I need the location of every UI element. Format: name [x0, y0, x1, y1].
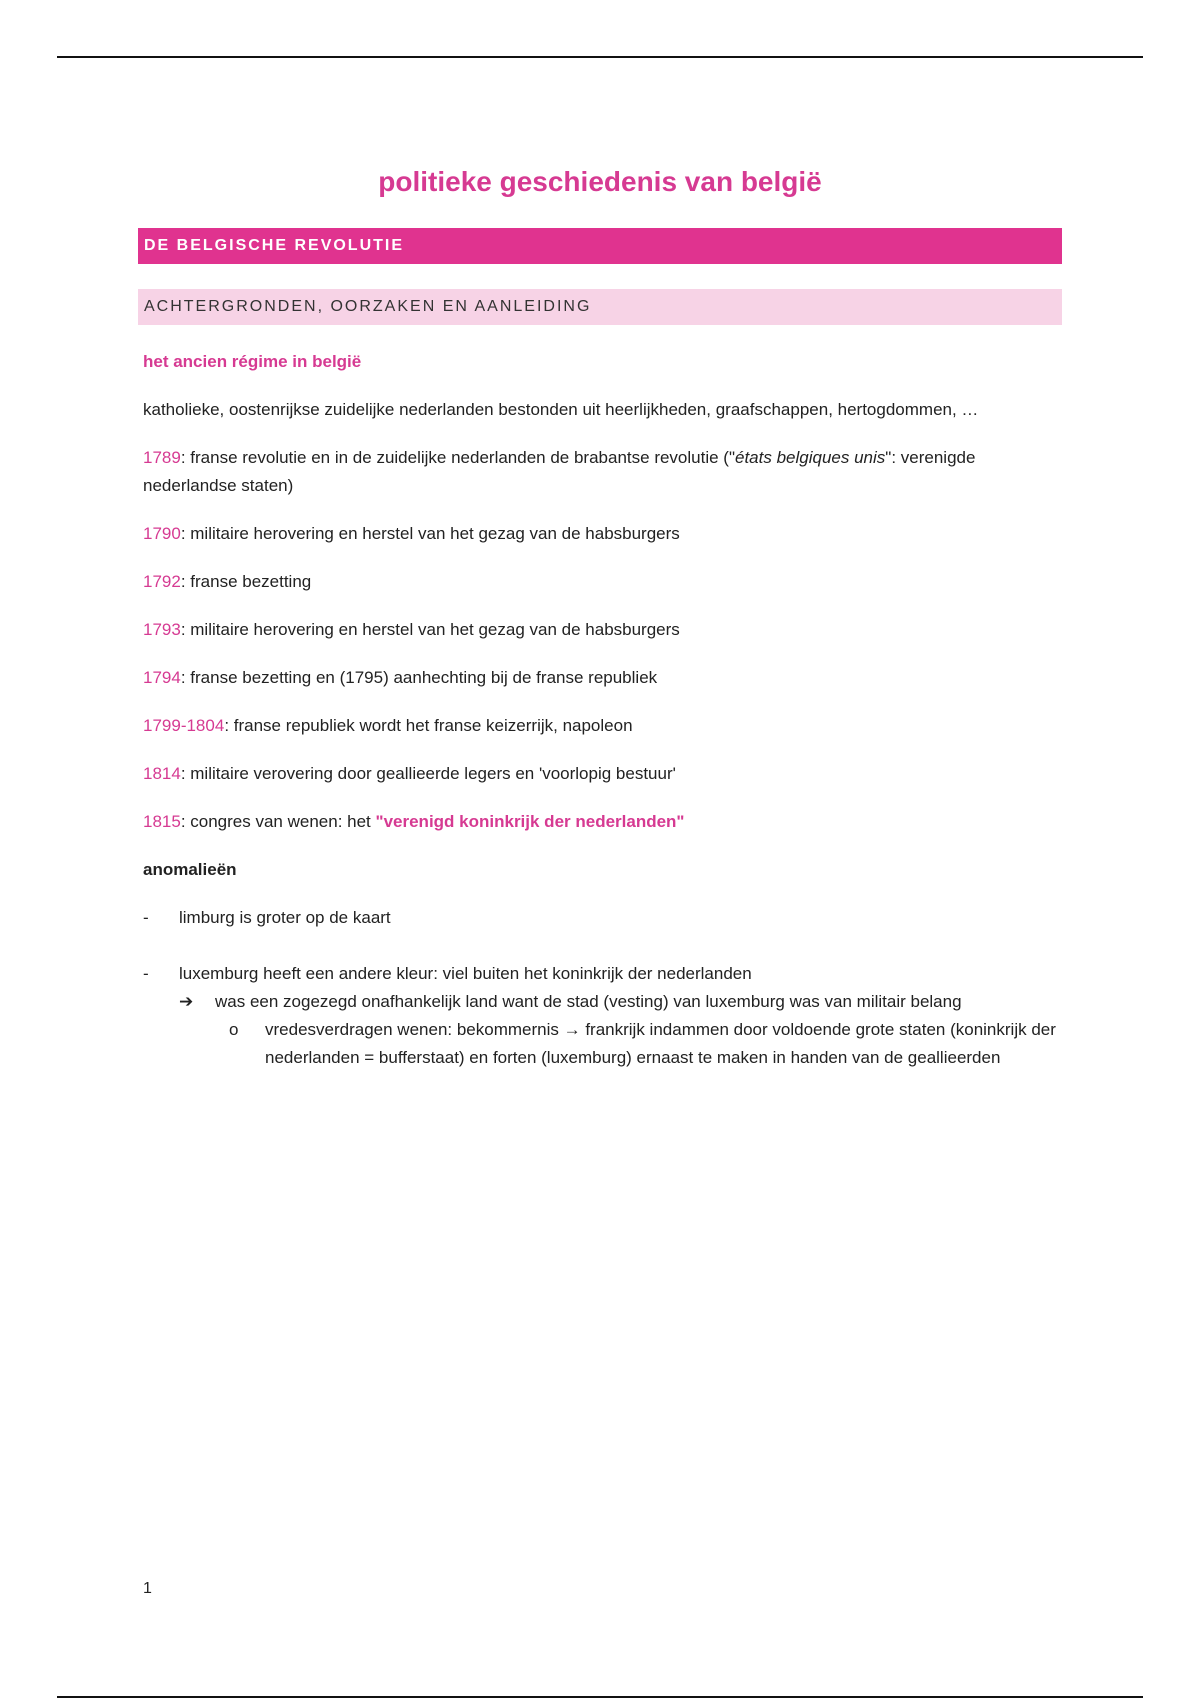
timeline-year: 1794	[143, 668, 181, 687]
timeline-entry-1793	[143, 616, 1063, 644]
sub-list-item	[143, 1016, 1063, 1072]
arrow-item-text: was een zogezegd onafhankelijk land want de stad (vesting) van luxemburg was van militair belang	[215, 992, 962, 1011]
timeline-entry-1815	[143, 808, 1063, 836]
timeline-highlight: "verenigd koninkrijk der nederlanden"	[375, 812, 685, 831]
timeline-year: 1789	[143, 448, 181, 467]
timeline-entry-1814	[143, 760, 1063, 788]
timeline-text: : congres van wenen: het	[180, 812, 376, 831]
arrow-right-icon: ➔	[179, 992, 194, 1011]
timeline-text: : franse revolutie en in de zuidelijke nederlanden de brabantse revolutie ("	[180, 448, 735, 467]
list-item-text: limburg is groter op de kaart	[179, 908, 391, 927]
timeline-text: : militaire herovering en herstel van het gezag van de habsburgers	[180, 620, 680, 639]
dash-marker: -	[143, 908, 149, 927]
timeline-text: : militaire herovering en herstel van het gezag van de habsburgers	[180, 524, 680, 543]
timeline-text: : militaire verovering door geallieerde legers en 'voorlopig bestuur'	[180, 764, 676, 783]
timeline-year: 1815	[143, 812, 181, 831]
list-item	[143, 904, 1063, 932]
dash-marker: -	[143, 964, 149, 983]
timeline-italic-text: états belgiques unis	[735, 448, 886, 467]
timeline-year: 1799-1804	[143, 716, 225, 735]
timeline-year: 1793	[143, 620, 181, 639]
list-item-text: luxemburg heeft een andere kleur: viel buiten het koninkrijk der nederlanden	[179, 964, 752, 983]
timeline-text: ": verenigde nederlandse staten)	[143, 448, 976, 495]
timeline-text: : franse bezetting	[180, 572, 312, 591]
subheading-ancien-regime: het ancien régime in belgië	[143, 352, 362, 371]
circle-marker: o	[229, 1020, 239, 1039]
timeline-entry-1799-1804	[143, 712, 1063, 740]
anomalies-heading: anomalieën	[143, 860, 237, 879]
page-number: 1	[143, 1580, 152, 1597]
timeline-year: 1792	[143, 572, 181, 591]
timeline-text: : franse bezetting en (1795) aanhechting bij de franse republiek	[180, 668, 658, 687]
timeline-entry-1794	[143, 664, 1063, 692]
timeline-entry-1789	[143, 444, 1063, 500]
timeline-text: : franse republiek wordt het franse keizerrijk, napoleon	[224, 716, 633, 735]
timeline-entry-1790	[143, 520, 1063, 548]
footer-rule	[57, 1696, 1143, 1698]
timeline-entry-1792	[143, 568, 1063, 596]
intro-paragraph: katholieke, oostenrijkse zuidelijke nederlanden bestonden uit heerlijkheden, graafschappen, hertogdommen, …	[143, 400, 979, 419]
document-body	[143, 348, 1063, 1072]
arrow-list-item	[143, 988, 1063, 1016]
timeline-year: 1790	[143, 524, 181, 543]
timeline-year: 1814	[143, 764, 181, 783]
subsection-heading-background: ACHTERGRONDEN, OORZAKEN EN AANLEIDING	[138, 289, 1062, 325]
document-title: politieke geschiedenis van belgië	[378, 166, 822, 197]
header-rule	[57, 56, 1143, 58]
section-heading-revolution: DE BELGISCHE REVOLUTIE	[138, 228, 1062, 264]
list-item	[143, 960, 1063, 988]
sub-item-text: vredesverdragen wenen: bekommernis → frankrijk indammen door voldoende grote staten (koninkrijk der nederlanden = bufferstaat) en forten (luxemburg) ernaast te maken in handen van de geallieerden	[265, 1020, 1056, 1067]
